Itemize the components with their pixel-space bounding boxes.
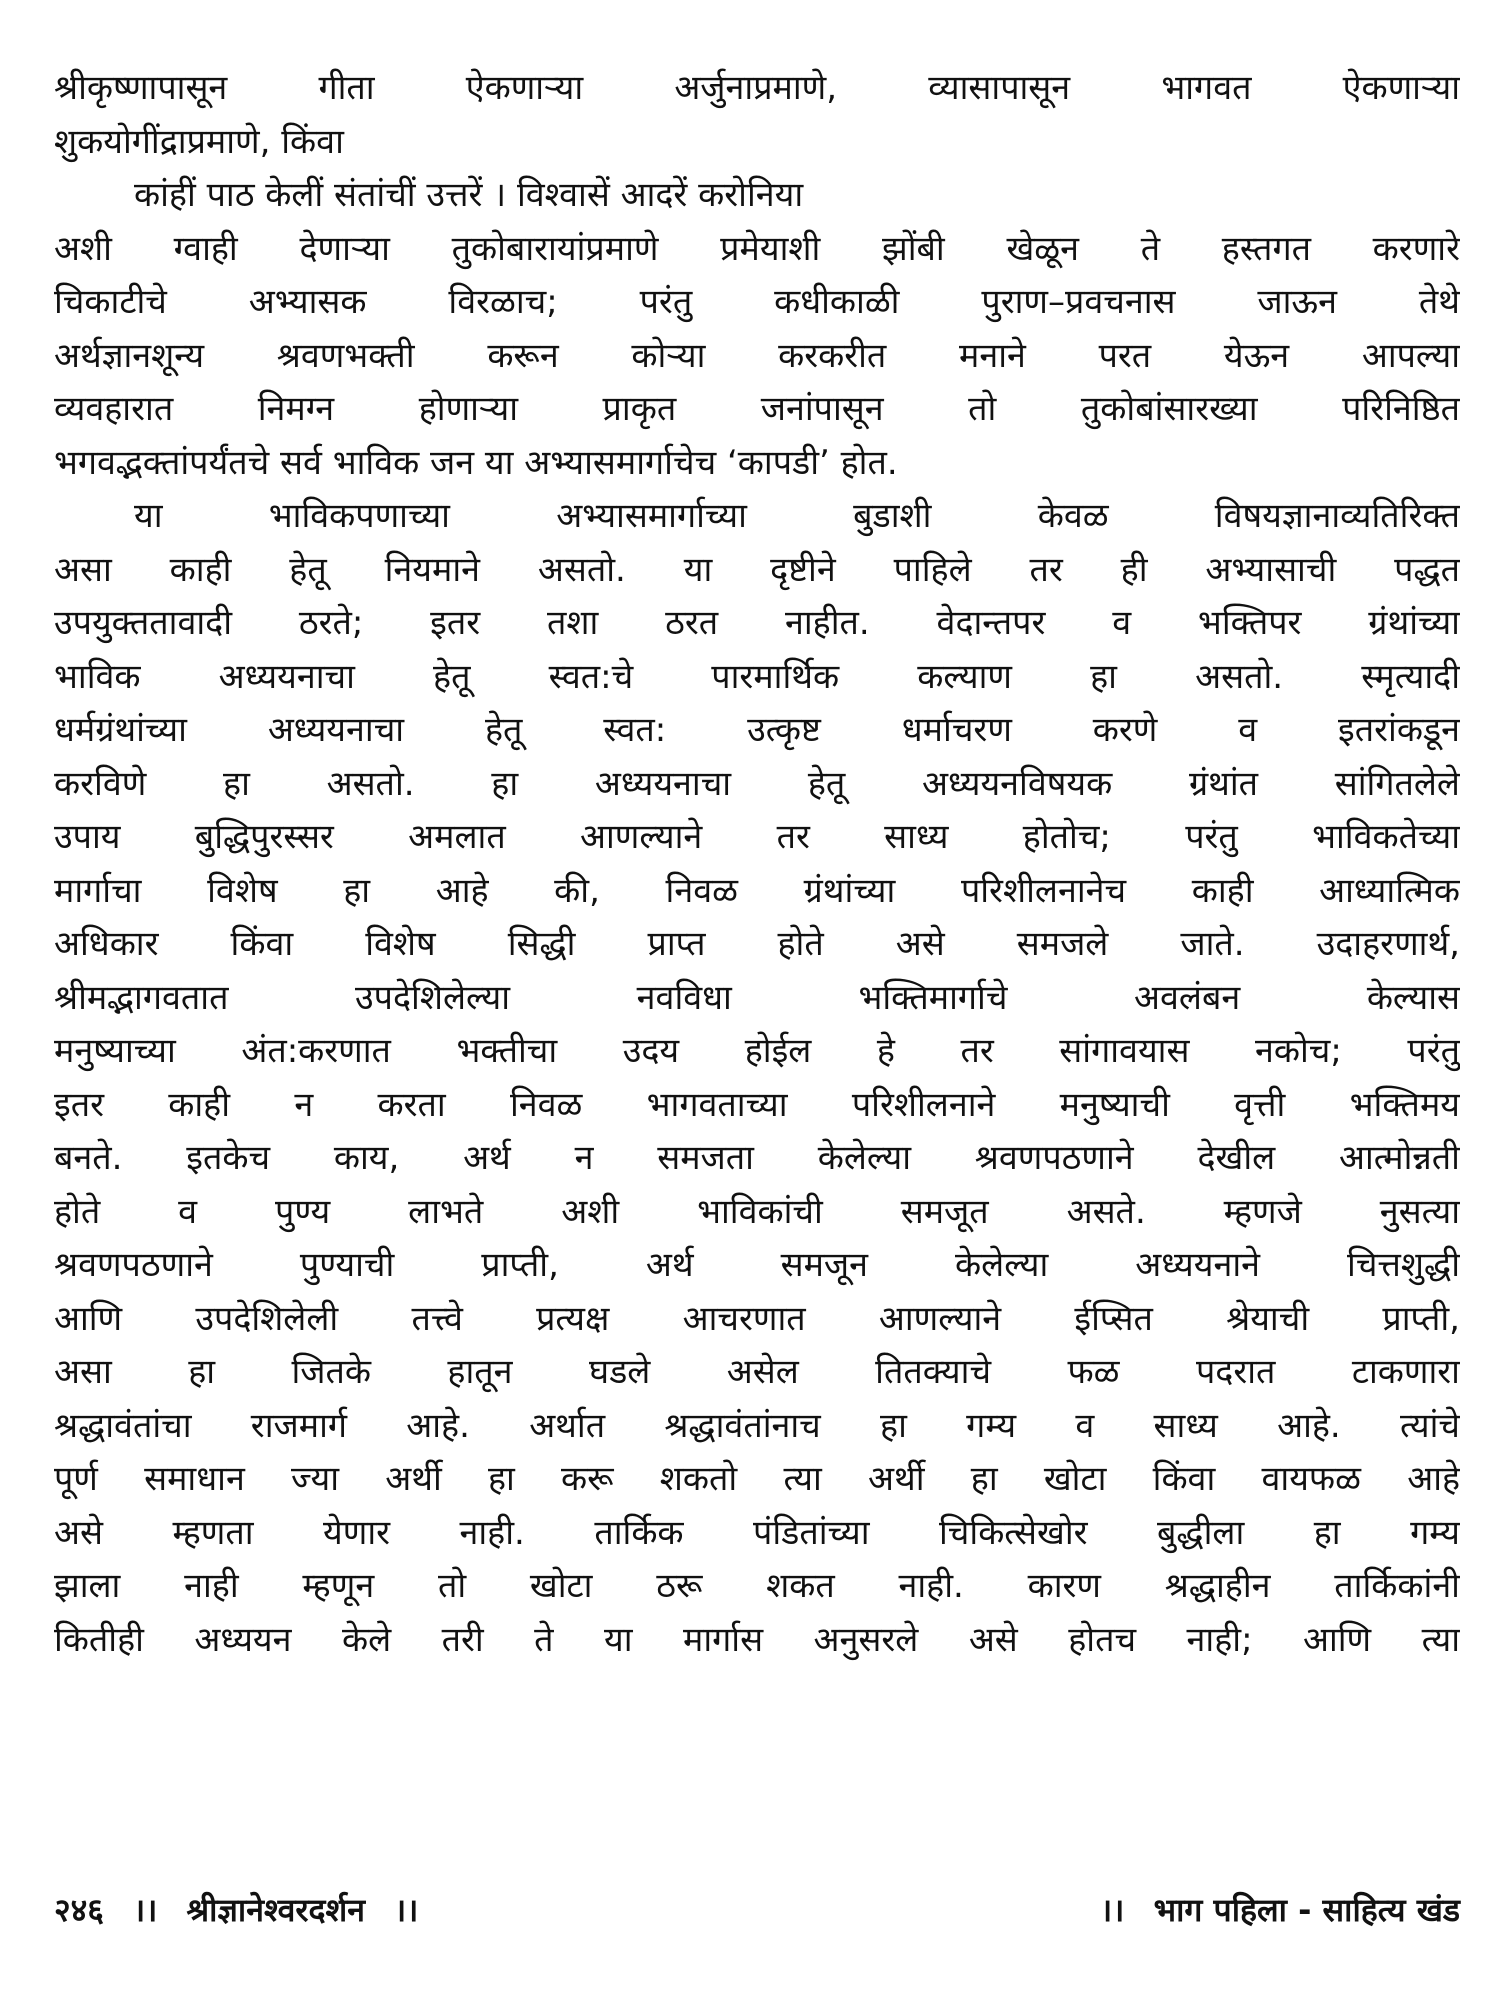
text-line: श्रीमद्भागवतात उपदेशिलेल्या नवविधा भक्तिमार्गाचे अवलंबन केल्यास: [54, 977, 1460, 1018]
text-line: उपयुक्ततावादी ठरते; इतर तशा ठरत नाहीत. वेदान्तपर व भक्तिपर ग्रंथांच्या: [54, 603, 1460, 643]
text-line: मनुष्याच्या अंत:करणात भक्तीचा उदय होईल हे तर सांगावयास नकोच; परंतु: [54, 1031, 1460, 1071]
verse-line: कांहीं पाठ केलीं संतांचीं उत्तरें । विश्वासें आदरें करोनिया: [134, 175, 804, 215]
text-line: श्रद्धावंतांचा राजमार्ग आहे. अर्थात श्रद्धावंतांनाच हा गम्य व साध्य आहे. त्यांचे: [54, 1405, 1460, 1446]
text-line: होते व पुण्य लाभते अशी भाविकांची समजूत असते. म्हणजे नुसत्या: [54, 1191, 1460, 1232]
text-line: कितीही अध्ययन केले तरी ते या मार्गास अनुसरले असे होतच नाही; आणि त्या: [54, 1619, 1460, 1660]
text-line: उपाय बुद्धिपुरस्सर अमलात आणल्याने तर साध्य होतोच; परंतु भाविकतेच्या: [54, 817, 1460, 857]
page-body: [54, 62, 1460, 1667]
text-line: अशी ग्वाही देणाऱ्या तुकोबारायांप्रमाणे प्रमेयाशी झोंबी खेळून ते हस्तगत करणारे: [54, 228, 1460, 269]
section-title: भाग पहिला - साहित्य खंड: [1153, 1891, 1460, 1929]
text-line: असा हा जितके हातून घडले असेल तितक्याचे फळ पदरात टाकणारा: [54, 1352, 1460, 1392]
text-line: पूर्ण समाधान ज्या अर्थी हा करू शकतो त्या अर्थी हा खोटा किंवा वायफळ आहे: [54, 1459, 1460, 1499]
text-line: असे म्हणता येणार नाही. तार्किक पंडितांच्या चिकित्सेखोर बुद्धीला हा गम्य: [54, 1512, 1460, 1553]
text-line: बनते. इतकेच काय, अर्थ न समजता केलेल्या श्रवणपठणाने देखील आत्मोन्नती: [54, 1138, 1460, 1178]
text-line: शुकयोगींद्राप्रमाणे, किंवा: [54, 121, 344, 162]
footer-delimiter: ।।: [1100, 1891, 1125, 1929]
text-line: असा काही हेतू नियमाने असतो. या दृष्टीने पाहिले तर ही अभ्यासाची पद्धत: [54, 549, 1460, 590]
footer-right: [1100, 1888, 1460, 1932]
footer-delimiter: ।।: [133, 1891, 158, 1929]
footer-left: [54, 1888, 418, 1932]
text-line: मार्गाचा विशेष हा आहे की, निवळ ग्रंथांच्या परिशीलनानेच काही आध्यात्मिक: [54, 870, 1460, 911]
text-line: श्रीकृष्णापासून गीता ऐकणाऱ्या अर्जुनाप्रमाणे, व्यासापासून भागवत ऐकणाऱ्या: [54, 68, 1460, 108]
text-line: श्रवणपठणाने पुण्याची प्राप्ती, अर्थ समजून केलेल्या अध्ययनाने चित्तशुद्धी: [54, 1245, 1460, 1285]
page-number: २४६: [54, 1891, 104, 1929]
text-line: भगवद्भक्तांपर्यंतचे सर्व भाविक जन या अभ्यासमार्गाचेच ‘कापडी’ होत.: [54, 442, 898, 483]
text-line: भाविक अध्ययनाचा हेतू स्वत:चे पारमार्थिक कल्याण हा असतो. स्मृत्यादी: [54, 656, 1460, 697]
text-line: चिकाटीचे अभ्यासक विरळाच; परंतु कधीकाळी पुराण–प्रवचनास जाऊन तेथे: [54, 282, 1460, 322]
text-line: अर्थज्ञानशून्य श्रवणभक्ती करून कोऱ्या करकरीत मनाने परत येऊन आपल्या: [54, 335, 1460, 376]
text-line: झाला नाही म्हणून तो खोटा ठरू शकत नाही. कारण श्रद्धाहीन तार्किकांनी: [54, 1566, 1460, 1606]
text-line: इतर काही न करता निवळ भागवताच्या परिशीलनाने मनुष्याची वृत्ती भक्तिमय: [54, 1084, 1460, 1125]
text-line: व्यवहारात निमग्न होणाऱ्या प्राकृत जनांपासून तो तुकोबांसारख्या परिनिष्ठित: [54, 389, 1460, 429]
text-line: आणि उपदेशिलेली तत्त्वे प्रत्यक्ष आचरणात आणल्याने ईप्सित श्रेयाची प्राप्ती,: [54, 1298, 1460, 1339]
book-title: श्रीज्ञानेश्वरदर्शन: [186, 1891, 365, 1929]
text-line: अधिकार किंवा विशेष सिद्धी प्राप्त होते असे समजले जाते. उदाहरणार्थ,: [54, 924, 1460, 964]
text-line: करविणे हा असतो. हा अध्ययनाचा हेतू अध्ययनविषयक ग्रंथांत सांगितलेले: [54, 763, 1460, 804]
text-line: धर्मग्रंथांच्या अध्ययनाचा हेतू स्वत: उत्कृष्ट धर्माचरण करणे व इतरांकडून: [54, 710, 1460, 750]
paragraph-first-line: या भाविकपणाच्या अभ्यासमार्गाच्या बुडाशी केवळ विषयज्ञानाव्यतिरिक्त: [134, 496, 1460, 536]
footer-delimiter: ।।: [394, 1891, 419, 1929]
